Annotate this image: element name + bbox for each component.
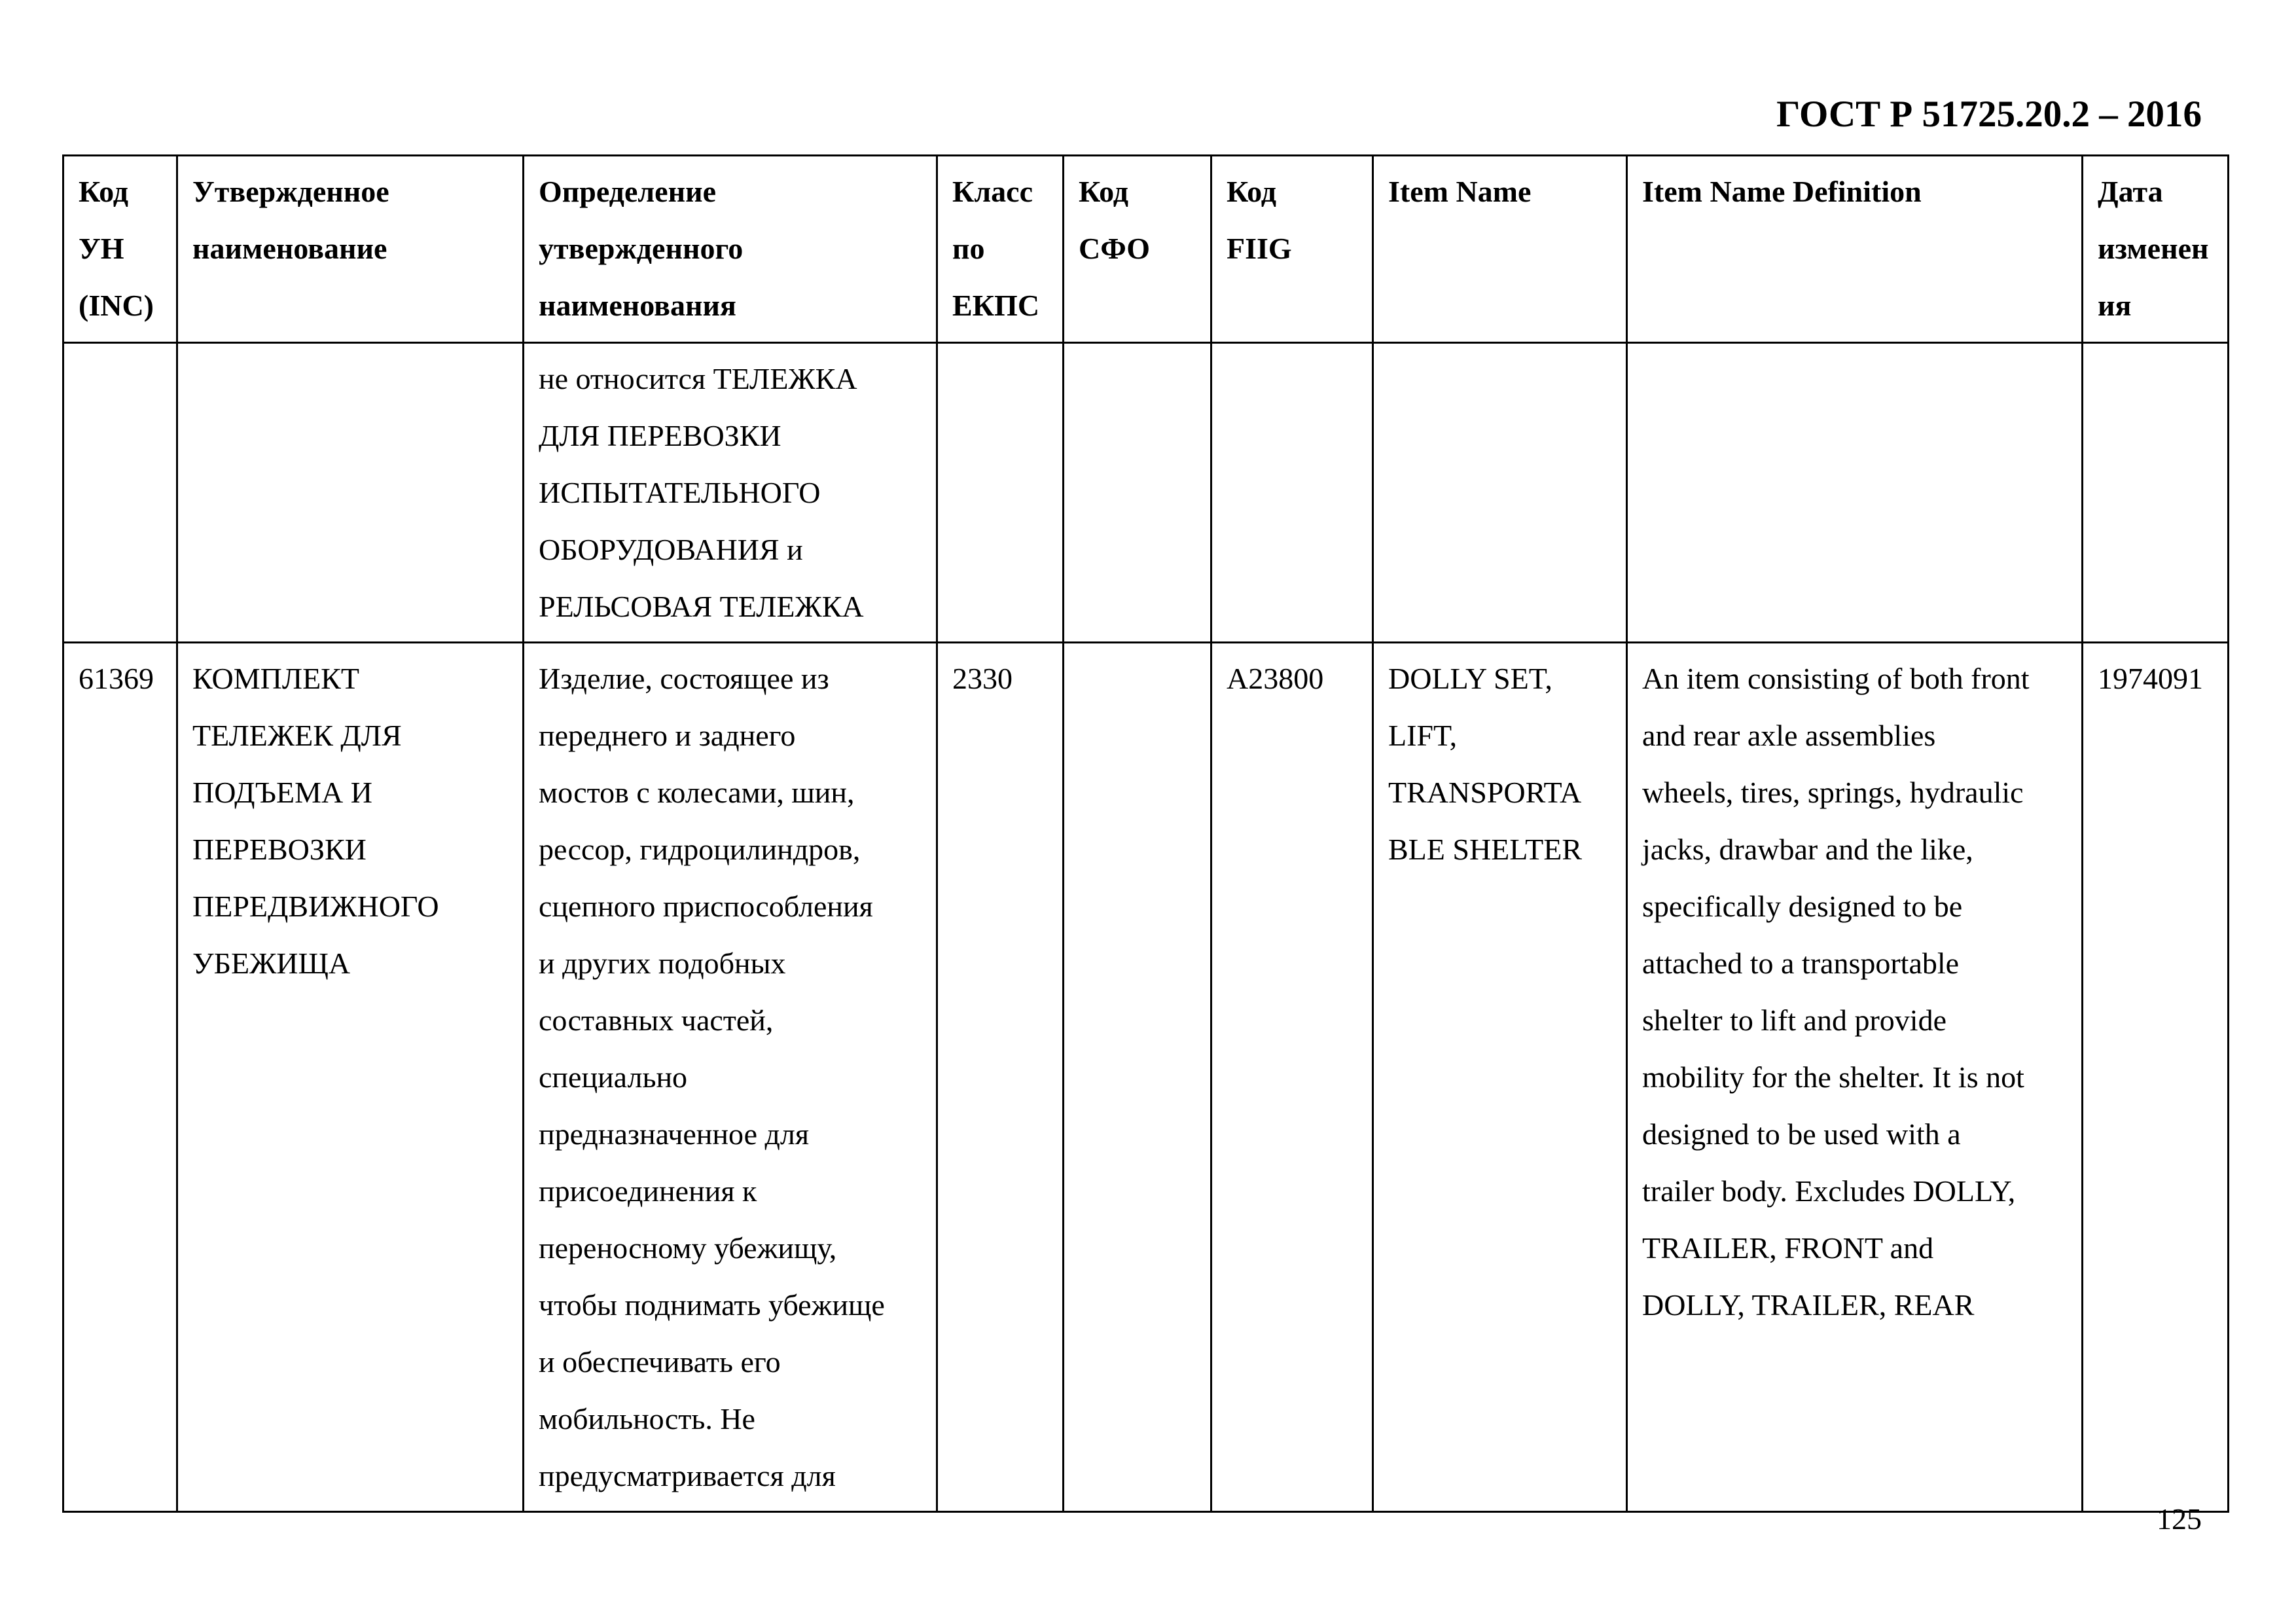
- header-change-date: Дата изменен ия: [2083, 156, 2229, 343]
- table-row: [63, 643, 2229, 1512]
- cell-ekps-class: [937, 343, 1064, 643]
- cell-item-name: [1373, 343, 1627, 643]
- header-row: [63, 156, 2229, 343]
- continuation-row: [63, 343, 2229, 643]
- header-fiig-code: Код FIIG: [1211, 156, 1373, 343]
- cell-ekps-class: 2330: [937, 643, 1064, 1512]
- cell-item-name: DOLLY SET, LIFT, TRANSPORTA BLE SHELTER: [1373, 643, 1627, 1512]
- header-item-name-definition: Item Name Definition: [1627, 156, 2083, 343]
- cell-item-name-definition: An item consisting of both front and rear axle assemblies wheels, tires, springs, hydraulic jacks, drawbar and the like, specifically designed to be attached to a transportable shelter to lift and provide mobility for the shelter. It is not designed to be used with a trailer body. Excludes DOLLY, TRAILER, FRONT and DOLLY, TRAILER, REAR: [1627, 643, 2083, 1512]
- cell-sfo-code: [1064, 343, 1211, 643]
- cell-fiig-code: [1211, 343, 1373, 643]
- cell-change-date: [2083, 343, 2229, 643]
- header-name-definition: Определение утвержденного наименования: [524, 156, 937, 343]
- header-sfo-code: Код СФО: [1064, 156, 1211, 343]
- nomenclature-table: [62, 154, 2229, 1513]
- cell-item-name-definition: [1627, 343, 2083, 643]
- document-code: ГОСТ Р 51725.20.2 – 2016: [1776, 94, 2202, 135]
- cell-change-date: 1974091: [2083, 643, 2229, 1512]
- cell-fiig-code: A23800: [1211, 643, 1373, 1512]
- cell-inc-code: 61369: [63, 643, 177, 1512]
- cell-name-definition: не относится ТЕЛЕЖКА ДЛЯ ПЕРЕВОЗКИ ИСПЫТАТЕЛЬНОГО ОБОРУДОВАНИЯ и РЕЛЬСОВАЯ ТЕЛЕЖКА: [524, 343, 937, 643]
- header-approved-name: Утвержденное наименование: [177, 156, 524, 343]
- header-item-name: Item Name: [1373, 156, 1627, 343]
- cell-inc-code: [63, 343, 177, 643]
- header-ekps-class: Класс по ЕКПС: [937, 156, 1064, 343]
- cell-sfo-code: [1064, 643, 1211, 1512]
- cell-approved-name: [177, 343, 524, 643]
- cell-approved-name: КОМПЛЕКТ ТЕЛЕЖЕК ДЛЯ ПОДЪЕМА И ПЕРЕВОЗКИ ПЕРЕДВИЖНОГО УБЕЖИЩА: [177, 643, 524, 1512]
- header-inc-code: Код УН (INC): [63, 156, 177, 343]
- page-number: 125: [2157, 1502, 2202, 1536]
- cell-name-definition: Изделие, состоящее из переднего и заднего мостов с колесами, шин, рессор, гидроцилиндров, сцепного приспособления и других подобных составных частей, специально предназначенное для присоединения к переносному убежищу, чтобы поднимать убежище и обеспечивать его мобильность. Не предусматривается для: [524, 643, 937, 1512]
